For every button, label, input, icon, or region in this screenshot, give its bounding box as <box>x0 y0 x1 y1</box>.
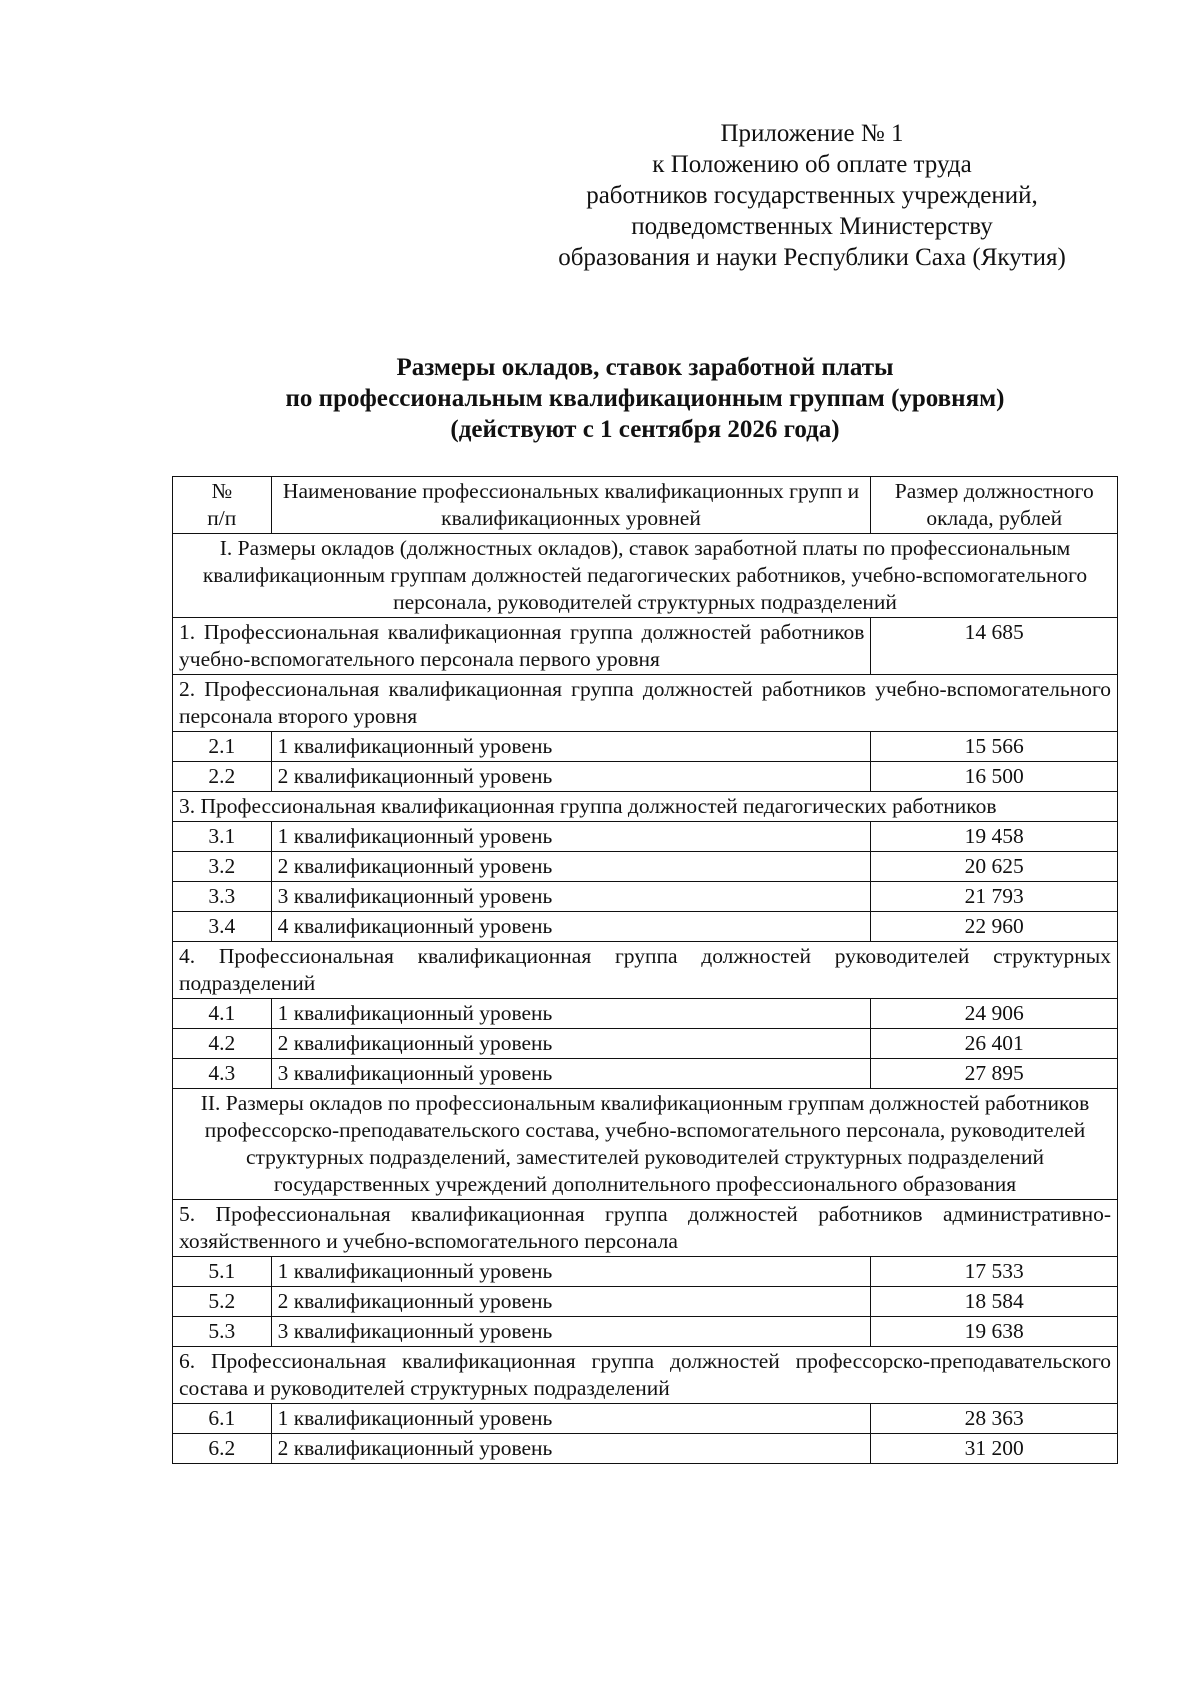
appendix-header <box>516 118 1108 273</box>
row-name: 3 квалификационный уровень <box>271 1317 871 1347</box>
row-num: 2.2 <box>173 762 272 792</box>
row-num: 3.4 <box>173 912 272 942</box>
group-title: 5. Профессиональная квалификационная группа должностей работников административно-хозяйственного и учебно-вспомогательного персонала <box>173 1200 1118 1257</box>
table-row <box>173 1059 1118 1089</box>
header-num-line1: № <box>211 479 233 503</box>
row-num: 3.2 <box>173 852 272 882</box>
section-title: II. Размеры окладов по профессиональным квалификационным группам должностей работников профессорско-преподавательского состава, учебно-вспомогательного персонала, руководителей структурных подразделений, заместителей руководителей структурных подразделений государственных учреждений дополнительного профессионального образования <box>173 1089 1118 1200</box>
salary-value: 26 401 <box>871 1029 1118 1059</box>
table-row <box>173 1287 1118 1317</box>
group-row <box>173 792 1118 822</box>
group-title: 6. Профессиональная квалификационная группа должностей профессорско-преподавательского состава и руководителей структурных подразделений <box>173 1347 1118 1404</box>
appendix-line: подведомственных Министерству <box>631 213 993 240</box>
group-row <box>173 1200 1118 1257</box>
table-row <box>173 912 1118 942</box>
group-row <box>173 675 1118 732</box>
row-name: 2 квалификационный уровень <box>271 762 871 792</box>
group-title: 1. Профессиональная квалификационная группа должностей работников учебно-вспомогательного персонала первого уровня <box>173 618 871 675</box>
salary-value: 21 793 <box>871 882 1118 912</box>
table-row <box>173 1257 1118 1287</box>
group-title: 3. Профессиональная квалификационная группа должностей педагогических работников <box>173 792 1118 822</box>
title-line: Размеры окладов, ставок заработной платы <box>396 354 894 381</box>
table-row <box>173 1317 1118 1347</box>
salary-value: 14 685 <box>871 618 1118 675</box>
table-row <box>173 1404 1118 1434</box>
salary-value: 24 906 <box>871 999 1118 1029</box>
appendix-line: Приложение № 1 <box>720 120 904 147</box>
row-num: 5.2 <box>173 1287 272 1317</box>
row-num: 4.3 <box>173 1059 272 1089</box>
appendix-line: образования и науки Республики Саха (Якутия) <box>558 244 1066 271</box>
group-row <box>173 618 1118 675</box>
table-row <box>173 1029 1118 1059</box>
appendix-line: к Положению об оплате труда <box>652 151 972 178</box>
row-num: 3.1 <box>173 822 272 852</box>
salary-value: 15 566 <box>871 732 1118 762</box>
header-name: Наименование профессиональных квалификационных групп и квалификационных уровней <box>271 477 871 534</box>
group-row <box>173 942 1118 999</box>
row-num: 5.3 <box>173 1317 272 1347</box>
salary-value: 19 638 <box>871 1317 1118 1347</box>
salary-value: 27 895 <box>871 1059 1118 1089</box>
document-title <box>170 352 1120 445</box>
row-num: 2.1 <box>173 732 272 762</box>
salary-table <box>172 476 1118 1464</box>
salary-value: 22 960 <box>871 912 1118 942</box>
table-row <box>173 999 1118 1029</box>
section-row <box>173 1089 1118 1200</box>
table-row <box>173 1434 1118 1464</box>
row-name: 2 квалификационный уровень <box>271 1029 871 1059</box>
title-line: (действуют с 1 сентября 2026 года) <box>450 416 840 443</box>
salary-value: 17 533 <box>871 1257 1118 1287</box>
salary-value: 20 625 <box>871 852 1118 882</box>
group-title: 4. Профессиональная квалификационная группа должностей руководителей структурных подразделений <box>173 942 1118 999</box>
table-row <box>173 762 1118 792</box>
title-line: по профессиональным квалификационным группам (уровням) <box>285 385 1005 412</box>
row-num: 6.2 <box>173 1434 272 1464</box>
salary-value: 18 584 <box>871 1287 1118 1317</box>
table-row <box>173 732 1118 762</box>
salary-value: 28 363 <box>871 1404 1118 1434</box>
row-num: 5.1 <box>173 1257 272 1287</box>
group-row <box>173 1347 1118 1404</box>
row-name: 3 квалификационный уровень <box>271 882 871 912</box>
row-name: 1 квалификационный уровень <box>271 999 871 1029</box>
header-value: Размер должностного оклада, рублей <box>871 477 1118 534</box>
row-num: 3.3 <box>173 882 272 912</box>
table-row <box>173 852 1118 882</box>
row-name: 1 квалификационный уровень <box>271 1257 871 1287</box>
salary-value: 16 500 <box>871 762 1118 792</box>
header-num-line2: п/п <box>207 506 237 530</box>
table-header-row <box>173 477 1118 534</box>
row-name: 2 квалификационный уровень <box>271 1287 871 1317</box>
row-num: 6.1 <box>173 1404 272 1434</box>
row-name: 1 квалификационный уровень <box>271 1404 871 1434</box>
row-name: 3 квалификационный уровень <box>271 1059 871 1089</box>
row-num: 4.2 <box>173 1029 272 1059</box>
row-num: 4.1 <box>173 999 272 1029</box>
table-row <box>173 822 1118 852</box>
group-title: 2. Профессиональная квалификационная группа должностей работников учебно-вспомогательного персонала второго уровня <box>173 675 1118 732</box>
table-row <box>173 882 1118 912</box>
row-name: 2 квалификационный уровень <box>271 852 871 882</box>
header-num <box>173 477 272 534</box>
row-name: 2 квалификационный уровень <box>271 1434 871 1464</box>
section-row <box>173 534 1118 618</box>
salary-value: 31 200 <box>871 1434 1118 1464</box>
appendix-line: работников государственных учреждений, <box>586 182 1038 209</box>
row-name: 1 квалификационный уровень <box>271 732 871 762</box>
row-name: 4 квалификационный уровень <box>271 912 871 942</box>
salary-value: 19 458 <box>871 822 1118 852</box>
row-name: 1 квалификационный уровень <box>271 822 871 852</box>
section-title: I. Размеры окладов (должностных окладов), ставок заработной платы по профессиональным квалификационным группам должностей педагогических работников, учебно-вспомогательного персонала, руководителей структурных подразделений <box>173 534 1118 618</box>
